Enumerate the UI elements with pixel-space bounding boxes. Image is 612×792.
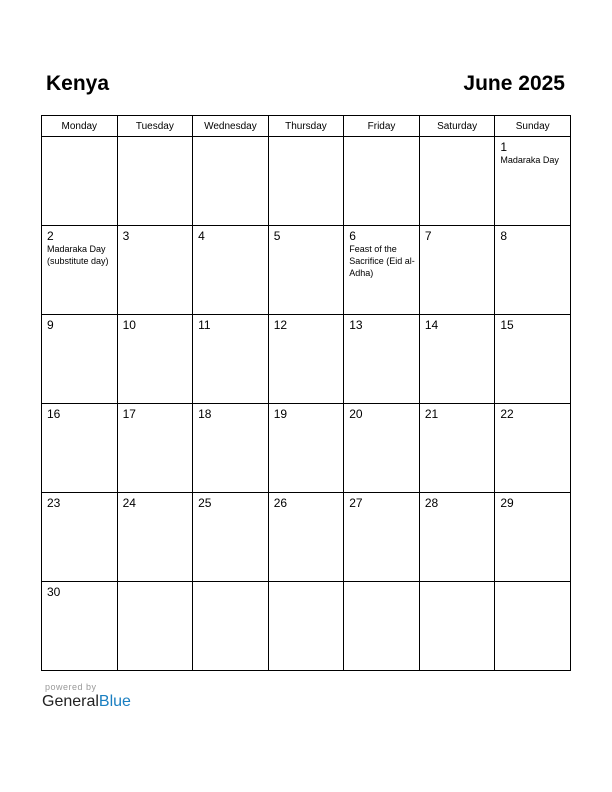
calendar-day-cell (495, 582, 571, 671)
holiday-label: Madaraka Day (substitute day) (47, 244, 109, 266)
calendar-day-cell (268, 404, 344, 493)
calendar-week-row (42, 137, 571, 226)
day-number (193, 582, 268, 585)
calendar-day-cell (268, 315, 344, 404)
day-number: 15 (500, 318, 514, 332)
day-number: 1 (500, 140, 508, 154)
calendar-day-cell (419, 315, 495, 404)
calendar-day-cell (193, 582, 269, 671)
weekday-header-row (42, 116, 571, 137)
calendar-week-row (42, 493, 571, 582)
calendar-day-cell (268, 226, 344, 315)
day-number: 27 (349, 496, 363, 510)
day-number: 7 (424, 229, 432, 243)
calendar-week-row (42, 315, 571, 404)
brand-blue: Blue (98, 693, 131, 710)
calendar-day-cell (495, 226, 571, 315)
weekday-header: Tuesday (117, 116, 193, 137)
calendar-day-cell (117, 582, 193, 671)
generalblue-logo[interactable] (42, 693, 131, 711)
holiday-label: Feast of the Sacrifice (Eid al-Adha) (349, 244, 415, 278)
calendar-day-cell (495, 315, 571, 404)
calendar-day-cell (42, 137, 118, 226)
brand-general: General (42, 693, 99, 710)
calendar-day-cell (419, 582, 495, 671)
calendar-day-cell (42, 315, 118, 404)
calendar-day-cell (268, 493, 344, 582)
day-number: 16 (47, 407, 61, 421)
country-title: Kenya (46, 72, 110, 95)
calendar-day-cell (344, 493, 420, 582)
day-number: 14 (424, 318, 439, 332)
calendar-day-cell (344, 226, 420, 315)
weekday-header: Thursday (268, 116, 344, 137)
weekday-header: Wednesday (193, 116, 269, 137)
day-number: 4 (198, 229, 205, 243)
calendar-day-cell (117, 137, 193, 226)
calendar-day-cell (42, 404, 118, 493)
day-number: 11 (198, 318, 211, 332)
day-number: 2 (47, 229, 54, 243)
day-number (193, 137, 268, 140)
day-number: 19 (273, 407, 288, 421)
calendar-week-row (42, 404, 571, 493)
calendar-day-cell (42, 493, 118, 582)
day-number (118, 137, 193, 140)
calendar-day-cell (344, 315, 420, 404)
calendar-day-cell (495, 404, 571, 493)
day-number: 21 (424, 407, 439, 421)
day-number: 9 (47, 318, 54, 332)
day-number (269, 582, 344, 585)
day-number: 24 (122, 496, 136, 510)
calendar-week-row (42, 582, 571, 671)
calendar-day-cell (193, 315, 269, 404)
calendar-day-cell (419, 493, 495, 582)
weekday-header: Friday (344, 116, 420, 137)
calendar-grid (41, 115, 571, 671)
day-number: 30 (47, 585, 61, 599)
day-number: 3 (122, 229, 130, 243)
day-number (344, 582, 419, 585)
calendar-day-cell (268, 137, 344, 226)
calendar-day-cell (419, 226, 495, 315)
calendar-day-cell (117, 226, 193, 315)
day-number: 22 (500, 407, 514, 421)
day-number: 13 (349, 318, 363, 332)
day-number: 5 (273, 229, 281, 243)
day-number (42, 137, 117, 140)
calendar-day-cell (42, 582, 118, 671)
calendar-day-cell (344, 137, 420, 226)
month-title: June 2025 (463, 72, 565, 95)
weekday-header: Sunday (495, 116, 571, 137)
calendar-day-cell (193, 137, 269, 226)
calendar-day-cell (268, 582, 344, 671)
day-number: 25 (198, 496, 212, 510)
day-number: 29 (500, 496, 514, 510)
day-number: 10 (122, 318, 136, 332)
powered-by-text: powered by (45, 682, 97, 692)
holiday-label: Madaraka Day (500, 155, 559, 165)
day-number: 6 (349, 229, 356, 243)
calendar-day-cell (193, 404, 269, 493)
calendar-day-cell (344, 404, 420, 493)
calendar-day-cell (419, 404, 495, 493)
day-number: 18 (198, 407, 212, 421)
calendar-day-cell (495, 493, 571, 582)
day-number (344, 137, 419, 140)
calendar-day-cell (117, 315, 193, 404)
day-number: 28 (424, 496, 439, 510)
calendar-day-cell (193, 493, 269, 582)
calendar-day-cell (419, 137, 495, 226)
day-number (118, 582, 193, 585)
calendar-day-cell (344, 582, 420, 671)
calendar-day-cell (42, 226, 118, 315)
day-number (420, 582, 495, 585)
calendar-day-cell (117, 493, 193, 582)
day-number: 12 (273, 318, 288, 332)
day-number (495, 582, 570, 585)
day-number (269, 137, 344, 140)
day-number: 20 (349, 407, 363, 421)
day-number: 8 (500, 229, 508, 243)
calendar-week-row (42, 226, 571, 315)
weekday-header: Saturday (419, 116, 495, 137)
calendar-body (42, 137, 571, 671)
calendar-day-cell (193, 226, 269, 315)
day-number (420, 137, 495, 140)
calendar-day-cell (495, 137, 571, 226)
day-number: 26 (273, 496, 288, 510)
day-number: 17 (122, 407, 136, 421)
weekday-header: Monday (42, 116, 118, 137)
day-number: 23 (47, 496, 61, 510)
calendar-day-cell (117, 404, 193, 493)
